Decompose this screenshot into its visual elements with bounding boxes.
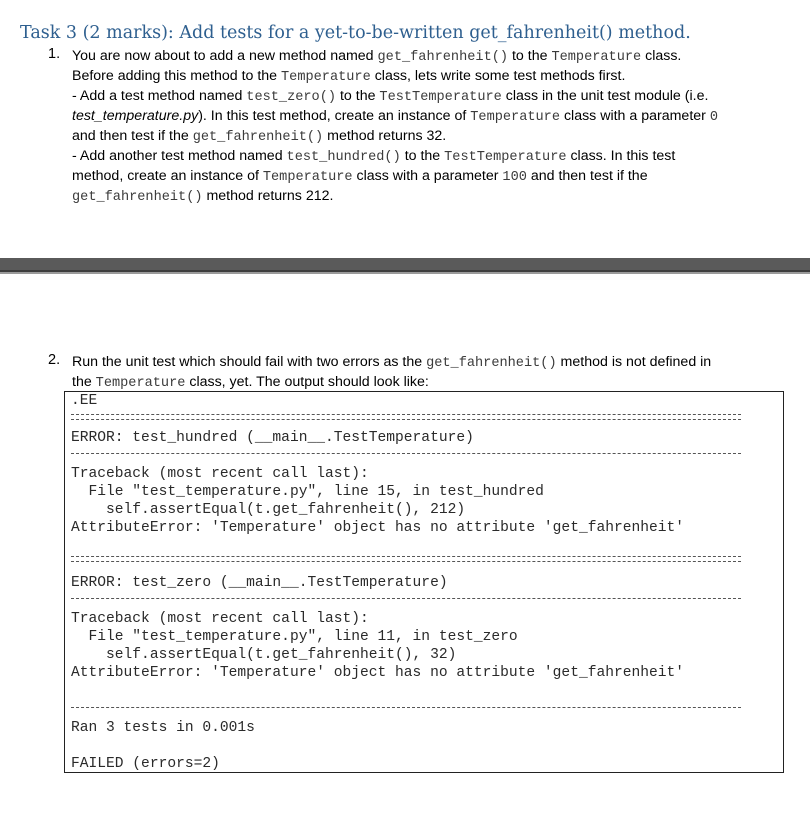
error2-header: ERROR: test_zero (__main__.TestTemperature)	[71, 575, 448, 591]
item2-line-2: the Temperature class, yet. The output should look like:	[72, 374, 429, 391]
item1-line-2: Before adding this method to the Temperature class, lets write some test methods first.	[72, 68, 626, 85]
item1-line-4: test_temperature.py). In this test method, create an instance of Temperature class with a parameter 0	[72, 108, 718, 125]
item1-line-8: get_fahrenheit() method returns 212.	[72, 188, 334, 205]
double-rule-1	[71, 414, 741, 420]
failed-result: FAILED (errors=2)	[71, 756, 220, 772]
error2-code: self.assertEqual(t.get_fahrenheit(), 32)	[71, 647, 457, 663]
single-rule-3	[71, 707, 741, 708]
double-rule-2	[71, 556, 741, 562]
item1-line-5: and then test if the get_fahrenheit() method returns 32.	[72, 128, 447, 145]
ran-tests-summary: Ran 3 tests in 0.001s	[71, 720, 255, 736]
task-heading: Task 3 (2 marks): Add tests for a yet-to-be-written get_fahrenheit() method.	[20, 23, 691, 43]
item1-line-7: method, create an instance of Temperature class with a parameter 100 and then test if the	[72, 168, 648, 185]
error2-traceback: Traceback (most recent call last):	[71, 611, 369, 627]
list-number-1: 1.	[48, 46, 61, 62]
item2-line-1: Run the unit test which should fail with two errors as the get_fahrenheit() method is not defined in	[72, 354, 712, 371]
single-rule-1	[71, 453, 741, 454]
item1-paragraph	[72, 46, 792, 206]
list-number-2: 2.	[48, 352, 61, 368]
item1-line-3: - Add a test method named test_zero() to the TestTemperature class in the unit test module (i.e.	[72, 88, 709, 105]
error1-message: AttributeError: 'Temperature' object has no attribute 'get_fahrenheit'	[71, 520, 685, 536]
console-output	[64, 391, 784, 773]
error1-code: self.assertEqual(t.get_fahrenheit(), 212)	[71, 502, 466, 518]
console-status: .EE	[71, 393, 98, 409]
page-break-shadow	[0, 272, 810, 274]
item1-line-1: You are now about to add a new method named get_fahrenheit() to the Temperature class.	[72, 48, 682, 65]
error1-traceback: Traceback (most recent call last):	[71, 466, 369, 482]
error2-message: AttributeError: 'Temperature' object has no attribute 'get_fahrenheit'	[71, 665, 685, 681]
item2-paragraph	[72, 352, 792, 392]
item1-line-6: - Add another test method named test_hundred() to the TestTemperature class. In this test	[72, 148, 676, 165]
single-rule-2	[71, 598, 741, 599]
error1-header: ERROR: test_hundred (__main__.TestTemperature)	[71, 430, 474, 446]
page-break-divider	[0, 258, 810, 272]
error1-file: File "test_temperature.py", line 15, in test_hundred	[71, 484, 544, 500]
error2-file: File "test_temperature.py", line 11, in test_zero	[71, 629, 518, 645]
